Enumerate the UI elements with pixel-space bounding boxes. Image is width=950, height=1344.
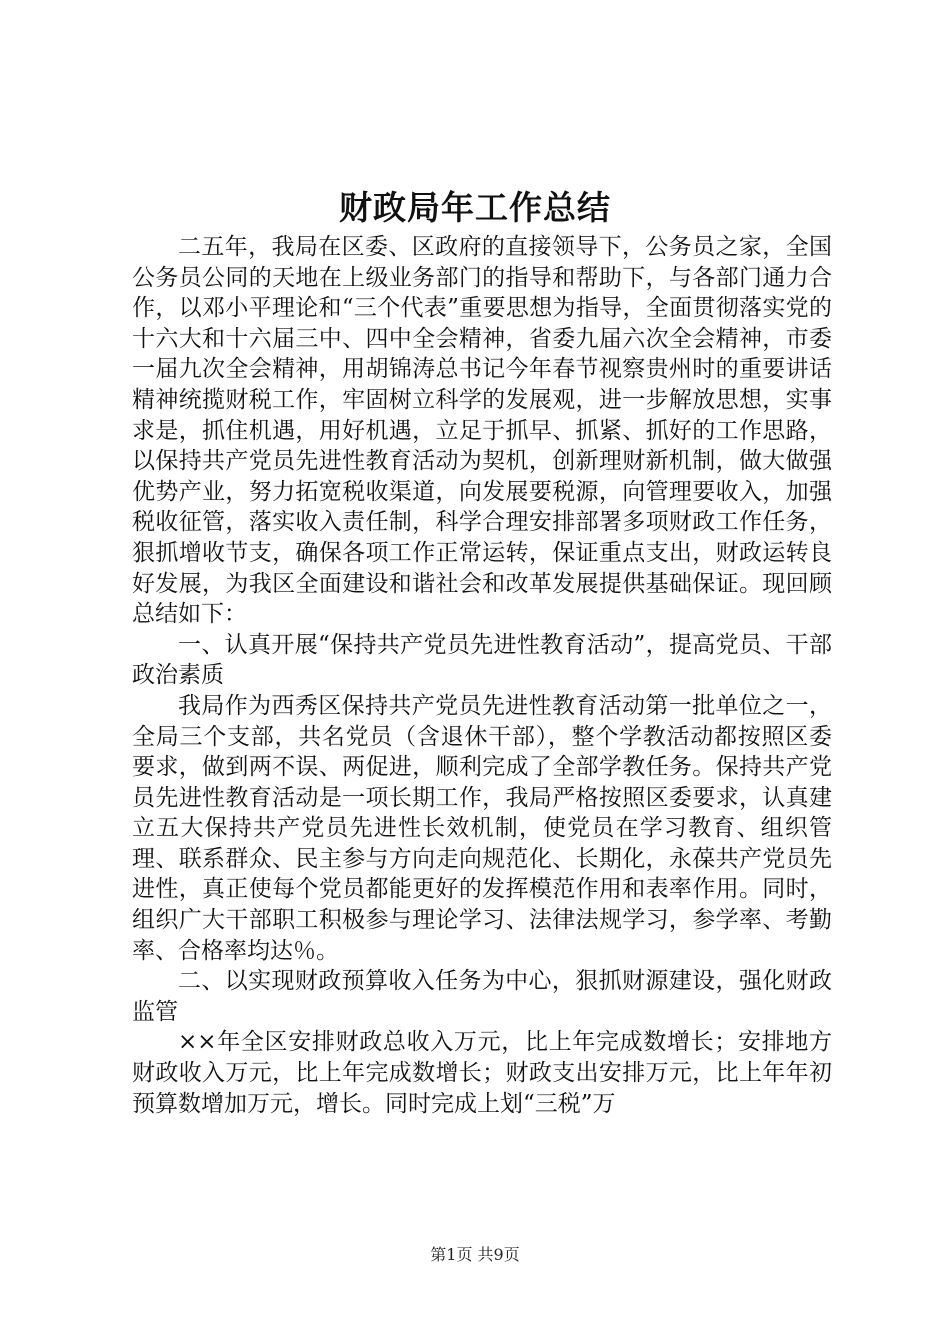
section-heading-2: 二、以实现财政预算收入任务为中心，狠抓财源建设，强化财政监管 — [132, 968, 832, 1025]
paragraph-section-1: 我局作为西秀区保持共产党员先进性教育活动第一批单位之一，全局三个支部，共名党员（含退休干部），整个学教活动都按照区委要求，做到两不误、两促进，顺利完成了全部学教任务。保持共产党员先进性教育活动是一项长期工作，我局严格按照区委要求，认真建立五大保持共产党员先进性长效机制，使党员在学习教育、组织管理、联系群众、民主参与方向走向规范化、长期化，永葆共产党员先进性，真正使每个党员都能更好的发挥模范作用和表率作用。同时，组织广大干部职工积极参与理论学习、法律法规学习，参学率、考勤率、合格率均达％。 — [132, 692, 832, 964]
page-indicator: 第1页 共9页 — [430, 1245, 520, 1264]
section-heading-1: 一、认真开展“保持共产党员先进性教育活动”，提高党员、干部政治素质 — [132, 631, 832, 689]
paragraph-intro: 二五年，我局在区委、区政府的直接领导下，公务员之家，全国公务员公同的天地在上级业务部门的指导和帮助下，与各部门通力合作，以邓小平理论和“三个代表”重要思想为指导，全面贯彻落实党的十六大和十六届三中、四中全会精神，省委九届六次全会精神，市委一届九次全会精神，用胡锦涛总书记今年春节视察贵州时的重要讲话精神统揽财税工作，牢固树立科学的发展观，进一步解放思想，实事求是，抓住机遇，用好机遇，立足于抓早、抓紧、抓好的工作思路，以保持共产党员先进性教育活动为契机，创新理财新机制，做大做强优势产业，努力拓宽税收渠道，向发展要税源，向管理要收入，加强税收征管，落实收入责任制，科学合理安排部署多项财政工作任务，狠抓增收节支，确保各项工作正常运转，保证重点支出，财政运转良好发展，为我区全面建设和谐社会和改革发展提供基础保证。现回顾总结如下： — [132, 234, 832, 628]
document-body — [132, 232, 832, 1119]
paragraph-section-2: ××年全区安排财政总收入万元，比上年完成数增长；安排地方财政收入万元，比上年完成数增长；财政支出安排万元，比上年年初预算数增加万元，增长。同时完成上划“三税”万 — [132, 1029, 832, 1117]
document-title: 财政局年工作总结 — [339, 188, 611, 227]
